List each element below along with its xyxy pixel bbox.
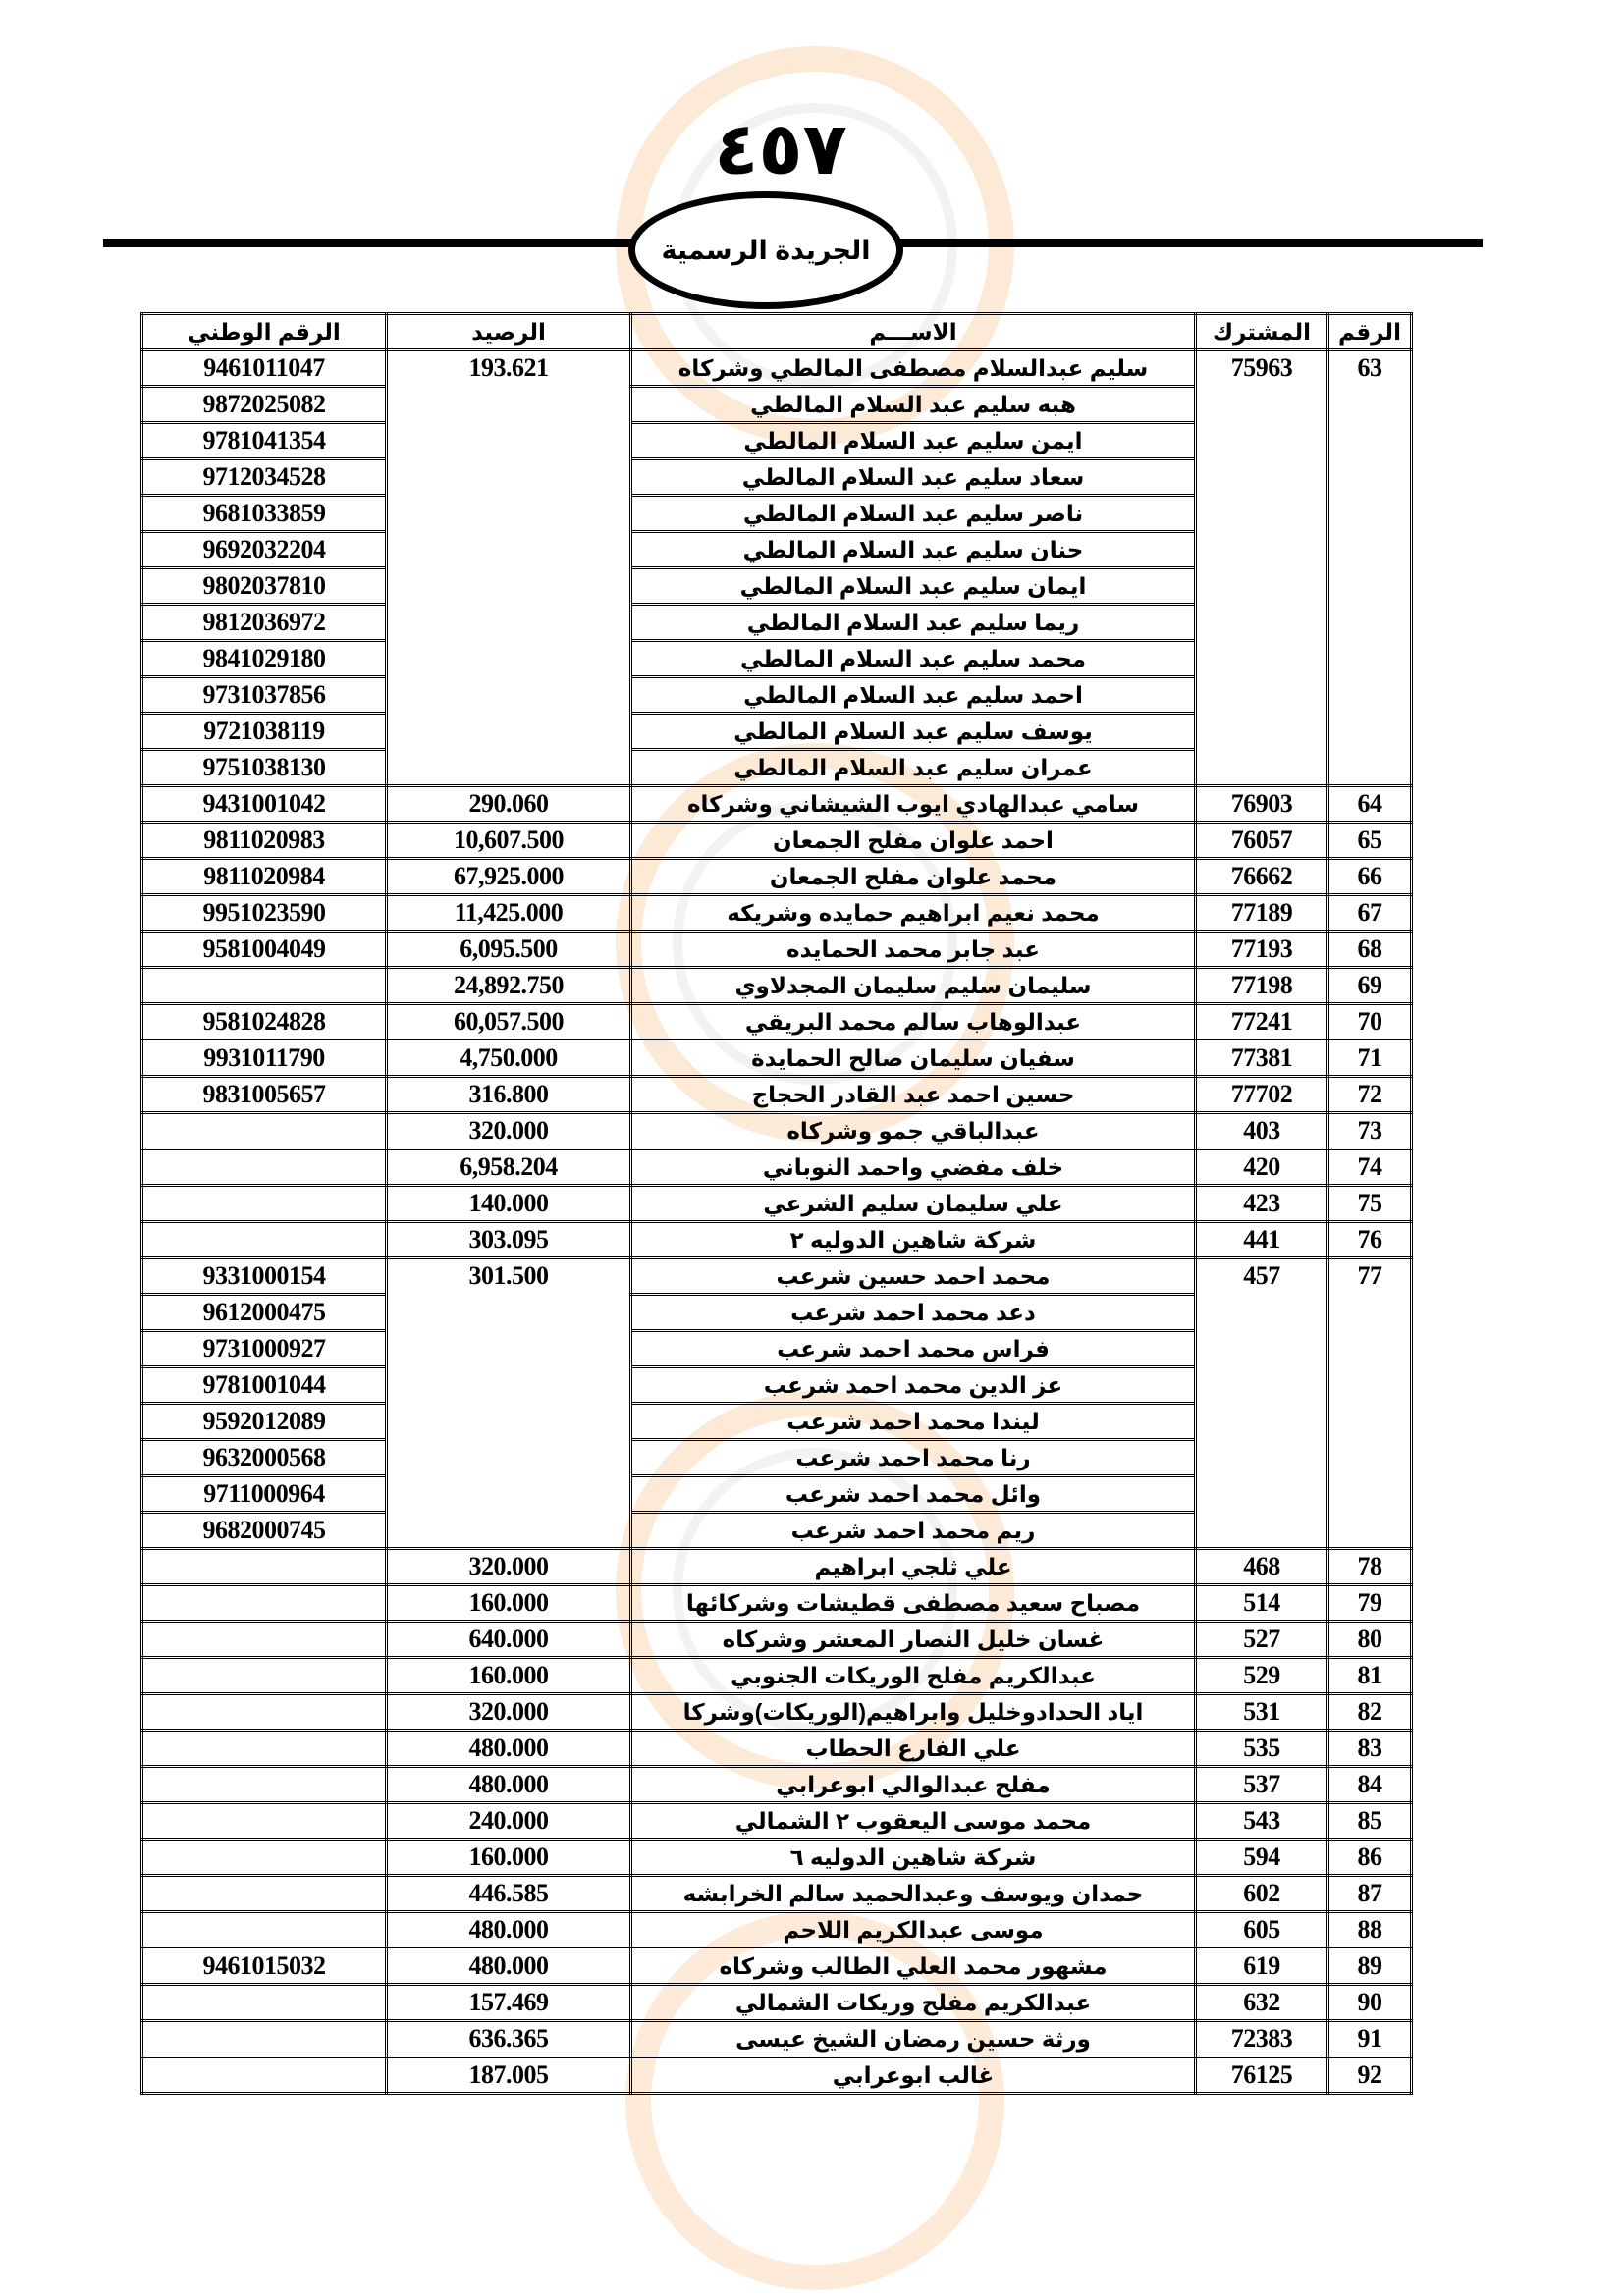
balance: 160.000 <box>387 1840 631 1876</box>
person-name: حنان سليم عبد السلام المالطي <box>631 532 1196 568</box>
national-id: 9581024828 <box>142 1004 387 1041</box>
national-id <box>142 1222 387 1258</box>
subscriber-number: 77193 <box>1196 932 1328 968</box>
national-id <box>142 968 387 1004</box>
subscriber-number: 537 <box>1196 1767 1328 1803</box>
balance: 316.800 <box>387 1077 631 1113</box>
national-id <box>142 1694 387 1731</box>
national-id: 9461015032 <box>142 1949 387 1985</box>
record-number: 87 <box>1328 1876 1412 1912</box>
subscriber-number: 76662 <box>1196 859 1328 895</box>
national-id: 9612000475 <box>142 1295 387 1331</box>
person-name: مفلح عبدالوالي ابوعرابي <box>631 1767 1196 1803</box>
national-id <box>142 1876 387 1912</box>
balance: 67,925.000 <box>387 859 631 895</box>
subscriber-number: 619 <box>1196 1949 1328 1985</box>
record-number: 86 <box>1328 1840 1412 1876</box>
national-id <box>142 1731 387 1767</box>
table-row <box>142 1113 1412 1149</box>
table-row <box>142 1004 1412 1041</box>
page-number: ٤٥٧ <box>714 107 847 191</box>
table-row <box>142 1658 1412 1694</box>
person-name: شركة شاهين الدوليه ٢ <box>631 1222 1196 1258</box>
balance: 240.000 <box>387 1803 631 1840</box>
person-name: حمدان ويوسف وعبدالحميد سالم الخرابشه <box>631 1876 1196 1912</box>
balance: 6,958.204 <box>387 1149 631 1186</box>
person-name: رنا محمد احمد شرعب <box>631 1440 1196 1476</box>
balance: 636.365 <box>387 2021 631 2057</box>
header-subscriber: المشترك <box>1196 314 1328 350</box>
person-name: عبدالوهاب سالم محمد البريقي <box>631 1004 1196 1041</box>
subscribers-table <box>140 312 1413 2095</box>
subscriber-number: 420 <box>1196 1149 1328 1186</box>
person-name: ريم محمد احمد شرعب <box>631 1513 1196 1549</box>
subscriber-number: 76125 <box>1196 2057 1328 2094</box>
balance: 480.000 <box>387 1949 631 1985</box>
table-row <box>142 1077 1412 1113</box>
table-row <box>142 1949 1412 1985</box>
person-name: احمد سليم عبد السلام المالطي <box>631 677 1196 714</box>
national-id: 9872025082 <box>142 387 387 423</box>
record-number: 83 <box>1328 1731 1412 1767</box>
national-id: 9632000568 <box>142 1440 387 1476</box>
national-id: 9951023590 <box>142 895 387 932</box>
balance: 60,057.500 <box>387 1004 631 1041</box>
person-name: محمد نعيم ابراهيم حمايده وشريكه <box>631 895 1196 932</box>
subscriber-number: 423 <box>1196 1186 1328 1222</box>
table-row <box>142 1585 1412 1622</box>
person-name: مشهور محمد العلي الطالب وشركاه <box>631 1949 1196 1985</box>
person-name: عبد جابر محمد الحمايده <box>631 932 1196 968</box>
table-row <box>142 1694 1412 1731</box>
balance: 160.000 <box>387 1658 631 1694</box>
national-id <box>142 1585 387 1622</box>
balance: 24,892.750 <box>387 968 631 1004</box>
national-id: 9831005657 <box>142 1077 387 1113</box>
national-id: 9781041354 <box>142 423 387 459</box>
header-balance: الرصيد <box>387 314 631 350</box>
record-number: 88 <box>1328 1912 1412 1949</box>
national-id <box>142 1186 387 1222</box>
person-name: فراس محمد احمد شرعب <box>631 1331 1196 1367</box>
table-row <box>142 1876 1412 1912</box>
balance: 320.000 <box>387 1549 631 1585</box>
subscriber-number: 441 <box>1196 1222 1328 1258</box>
subscriber-number: 527 <box>1196 1622 1328 1658</box>
subscriber-number: 632 <box>1196 1985 1328 2021</box>
table-row <box>142 1186 1412 1222</box>
balance: 193.621 <box>387 350 631 786</box>
record-number: 67 <box>1328 895 1412 932</box>
record-number: 91 <box>1328 2021 1412 2057</box>
person-name: اياد الحدادوخليل وابراهيم(الوريكات)وشركا <box>631 1694 1196 1731</box>
subscriber-number: 72383 <box>1196 2021 1328 2057</box>
record-number: 74 <box>1328 1149 1412 1186</box>
header-number: الرقم <box>1328 314 1412 350</box>
balance: 480.000 <box>387 1912 631 1949</box>
person-name: محمد احمد حسين شرعب <box>631 1258 1196 1295</box>
table-row <box>142 1840 1412 1876</box>
record-number: 73 <box>1328 1113 1412 1149</box>
subscriber-number: 602 <box>1196 1876 1328 1912</box>
balance: 10,607.500 <box>387 823 631 859</box>
subscriber-number: 403 <box>1196 1113 1328 1149</box>
subscriber-number: 75963 <box>1196 350 1328 786</box>
national-id <box>142 1622 387 1658</box>
balance: 480.000 <box>387 1767 631 1803</box>
subscriber-number: 457 <box>1196 1258 1328 1549</box>
subscriber-number: 605 <box>1196 1912 1328 1949</box>
person-name: غسان خليل النصار المعشر وشركاه <box>631 1622 1196 1658</box>
person-name: هبه سليم عبد السلام المالطي <box>631 387 1196 423</box>
national-id <box>142 1840 387 1876</box>
table-row <box>142 1912 1412 1949</box>
balance: 320.000 <box>387 1694 631 1731</box>
balance: 187.005 <box>387 2057 631 2094</box>
table-row <box>142 859 1412 895</box>
record-number: 65 <box>1328 823 1412 859</box>
record-number: 68 <box>1328 932 1412 968</box>
person-name: عمران سليم عبد السلام المالطي <box>631 750 1196 786</box>
gazette-title-ellipse <box>628 191 903 309</box>
person-name: خلف مفضي واحمد النوباني <box>631 1149 1196 1186</box>
national-id: 9811020984 <box>142 859 387 895</box>
national-id: 9712034528 <box>142 459 387 496</box>
subscriber-number: 543 <box>1196 1803 1328 1840</box>
record-number: 85 <box>1328 1803 1412 1840</box>
person-name: عبدالكريم مفلح الوريكات الجنوبي <box>631 1658 1196 1694</box>
table-row <box>142 1731 1412 1767</box>
table-row <box>142 786 1412 823</box>
table-row <box>142 1149 1412 1186</box>
record-number: 70 <box>1328 1004 1412 1041</box>
subscriber-number: 77381 <box>1196 1041 1328 1077</box>
record-number: 84 <box>1328 1767 1412 1803</box>
table-row <box>142 350 1412 387</box>
subscriber-number: 76903 <box>1196 786 1328 823</box>
person-name: محمد موسى اليعقوب ٢ الشمالي <box>631 1803 1196 1840</box>
person-name: دعد محمد احمد شرعب <box>631 1295 1196 1331</box>
header-name: الاســـم <box>631 314 1196 350</box>
national-id: 9731000927 <box>142 1331 387 1367</box>
person-name: يوسف سليم عبد السلام المالطي <box>631 714 1196 750</box>
national-id: 9592012089 <box>142 1404 387 1440</box>
national-id <box>142 1803 387 1840</box>
person-name: ليندا محمد احمد شرعب <box>631 1404 1196 1440</box>
subscriber-number: 594 <box>1196 1840 1328 1876</box>
table-row <box>142 2021 1412 2057</box>
national-id: 9811020983 <box>142 823 387 859</box>
table-row <box>142 968 1412 1004</box>
table-header-row <box>142 314 1412 350</box>
national-id: 9331000154 <box>142 1258 387 1295</box>
record-number: 89 <box>1328 1949 1412 1985</box>
person-name: مصباح سعيد مصطفى قطيشات وشركائها <box>631 1585 1196 1622</box>
national-id: 9841029180 <box>142 641 387 677</box>
national-id: 9812036972 <box>142 605 387 641</box>
person-name: سعاد سليم عبد السلام المالطي <box>631 459 1196 496</box>
national-id: 9751038130 <box>142 750 387 786</box>
record-number: 81 <box>1328 1658 1412 1694</box>
person-name: عبدالباقي جمو وشركاه <box>631 1113 1196 1149</box>
balance: 160.000 <box>387 1585 631 1622</box>
balance: 140.000 <box>387 1186 631 1222</box>
table-row <box>142 823 1412 859</box>
person-name: محمد علوان مفلح الجمعان <box>631 859 1196 895</box>
subscriber-number: 514 <box>1196 1585 1328 1622</box>
person-name: ريما سليم عبد السلام المالطي <box>631 605 1196 641</box>
record-number: 82 <box>1328 1694 1412 1731</box>
subscriber-number: 531 <box>1196 1694 1328 1731</box>
person-name: علي الفارع الحطاب <box>631 1731 1196 1767</box>
record-number: 92 <box>1328 2057 1412 2094</box>
person-name: حسين احمد عبد القادر الحجاج <box>631 1077 1196 1113</box>
national-id: 9682000745 <box>142 1513 387 1549</box>
national-id <box>142 1113 387 1149</box>
balance: 320.000 <box>387 1113 631 1149</box>
national-id: 9781001044 <box>142 1367 387 1404</box>
balance: 4,750.000 <box>387 1041 631 1077</box>
header-national-id: الرقم الوطني <box>142 314 387 350</box>
person-name: ناصر سليم عبد السلام المالطي <box>631 496 1196 532</box>
subscriber-number: 468 <box>1196 1549 1328 1585</box>
subscriber-number: 77198 <box>1196 968 1328 1004</box>
record-number: 90 <box>1328 1985 1412 2021</box>
person-name: ورثة حسين رمضان الشيخ عيسى <box>631 2021 1196 2057</box>
balance: 446.585 <box>387 1876 631 1912</box>
record-number: 77 <box>1328 1258 1412 1549</box>
record-number: 69 <box>1328 968 1412 1004</box>
record-number: 76 <box>1328 1222 1412 1258</box>
balance: 640.000 <box>387 1622 631 1658</box>
person-name: عز الدين محمد احمد شرعب <box>631 1367 1196 1404</box>
table-row <box>142 1985 1412 2021</box>
national-id <box>142 2021 387 2057</box>
person-name: سفيان سليمان صالح الحمايدة <box>631 1041 1196 1077</box>
record-number: 78 <box>1328 1549 1412 1585</box>
table-row <box>142 1222 1412 1258</box>
person-name: علي سليمان سليم الشرعي <box>631 1186 1196 1222</box>
balance: 303.095 <box>387 1222 631 1258</box>
gazette-title: الجريدة الرسمية <box>661 235 871 265</box>
national-id <box>142 1658 387 1694</box>
table-row <box>142 1041 1412 1077</box>
national-id: 9731037856 <box>142 677 387 714</box>
record-number: 64 <box>1328 786 1412 823</box>
national-id: 9461011047 <box>142 350 387 387</box>
record-number: 79 <box>1328 1585 1412 1622</box>
national-id: 9431001042 <box>142 786 387 823</box>
subscriber-number: 76057 <box>1196 823 1328 859</box>
balance: 301.500 <box>387 1258 631 1549</box>
national-id: 9681033859 <box>142 496 387 532</box>
person-name: ايمان سليم عبد السلام المالطي <box>631 568 1196 605</box>
national-id: 9721038119 <box>142 714 387 750</box>
subscriber-number: 535 <box>1196 1731 1328 1767</box>
record-number: 75 <box>1328 1186 1412 1222</box>
subscriber-number: 77189 <box>1196 895 1328 932</box>
balance: 6,095.500 <box>387 932 631 968</box>
subscriber-number: 77702 <box>1196 1077 1328 1113</box>
table-row <box>142 932 1412 968</box>
person-name: غالب ابوعرابي <box>631 2057 1196 2094</box>
person-name: سليم عبدالسلام مصطفى المالطي وشركاه <box>631 350 1196 387</box>
table-row <box>142 1549 1412 1585</box>
national-id: 9711000964 <box>142 1476 387 1513</box>
person-name: عبدالكريم مفلح وريكات الشمالي <box>631 1985 1196 2021</box>
national-id: 9931011790 <box>142 1041 387 1077</box>
national-id: 9581004049 <box>142 932 387 968</box>
subscriber-number: 529 <box>1196 1658 1328 1694</box>
balance: 290.060 <box>387 786 631 823</box>
table-row <box>142 1803 1412 1840</box>
record-number: 63 <box>1328 350 1412 786</box>
balance: 480.000 <box>387 1731 631 1767</box>
person-name: موسى عبدالكريم اللاحم <box>631 1912 1196 1949</box>
person-name: ايمن سليم عبد السلام المالطي <box>631 423 1196 459</box>
national-id <box>142 1912 387 1949</box>
person-name: سليمان سليم سليمان المجدلاوي <box>631 968 1196 1004</box>
national-id <box>142 2057 387 2094</box>
record-number: 66 <box>1328 859 1412 895</box>
national-id <box>142 1549 387 1585</box>
balance: 11,425.000 <box>387 895 631 932</box>
person-name: احمد علوان مفلح الجمعان <box>631 823 1196 859</box>
table-row <box>142 2057 1412 2094</box>
table-row <box>142 1767 1412 1803</box>
person-name: محمد سليم عبد السلام المالطي <box>631 641 1196 677</box>
person-name: وائل محمد احمد شرعب <box>631 1476 1196 1513</box>
national-id: 9692032204 <box>142 532 387 568</box>
balance: 157.469 <box>387 1985 631 2021</box>
person-name: شركة شاهين الدوليه ٦ <box>631 1840 1196 1876</box>
record-number: 80 <box>1328 1622 1412 1658</box>
record-number: 71 <box>1328 1041 1412 1077</box>
national-id <box>142 1767 387 1803</box>
table-row <box>142 1258 1412 1295</box>
national-id: 9802037810 <box>142 568 387 605</box>
record-number: 72 <box>1328 1077 1412 1113</box>
person-name: علي ثلجي ابراهيم <box>631 1549 1196 1585</box>
table-row <box>142 895 1412 932</box>
subscriber-number: 77241 <box>1196 1004 1328 1041</box>
person-name: سامي عبدالهادي ايوب الشيشاني وشركاه <box>631 786 1196 823</box>
national-id <box>142 1149 387 1186</box>
table-row <box>142 1622 1412 1658</box>
national-id <box>142 1985 387 2021</box>
